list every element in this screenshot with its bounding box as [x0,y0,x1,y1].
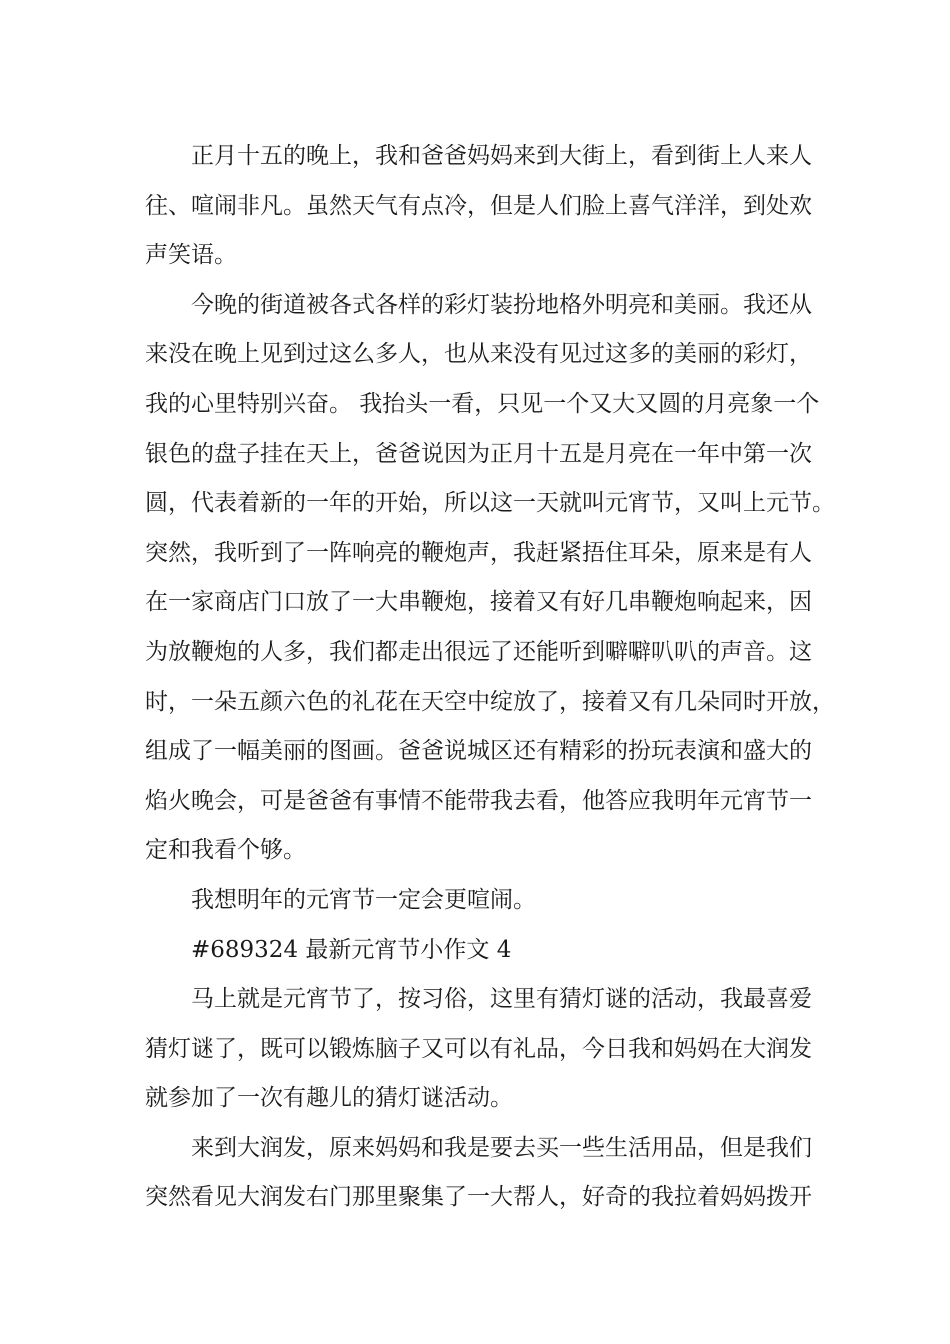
text-line: 来到大润发，原来妈妈和我是要去买一些生活用品，但是我们 [191,1134,812,1161]
text-line: 我想明年的元宵节一定会更喧闹。 [191,886,536,913]
text-line: 为放鞭炮的人多，我们都走出很远了还能听到噼噼叭叭的声音。这 [145,638,812,665]
document-body [145,132,835,1223]
text-line: 在一家商店门口放了一大串鞭炮，接着又有好几串鞭炮响起来，因 [145,589,812,616]
text-line: 马上就是元宵节了，按习俗，这里有猜灯谜的活动，我最喜爱 [191,986,812,1013]
text-line: 定和我看个够。 [145,837,306,864]
text-line: 声笑语。 [145,242,237,269]
text-line: 突然看见大润发右门那里聚集了一大帮人，好奇的我拉着妈妈拨开 [145,1184,812,1211]
text-line: 银色的盘子挂在天上，爸爸说因为正月十五是月亮在一年中第一次 [145,440,812,467]
text-line: 圆，代表着新的一年的开始，所以这一天就叫元宵节，又叫上元节。 [145,490,835,517]
section-heading: #689324 最新元宵节小作文 4 [191,936,512,963]
text-line: 正月十五的晚上，我和爸爸妈妈来到大街上，看到街上人来人 [191,143,812,169]
text-line: 往、喧闹非凡。虽然天气有点冷，但是人们脸上喜气洋洋，到处欢 [145,192,812,219]
text-line: 猜灯谜了，既可以锻炼脑子又可以有礼品，今日我和妈妈在大润发 [145,1035,812,1062]
text-line: 焰火晚会，可是爸爸有事情不能带我去看，他答应我明年元宵节一 [145,787,812,814]
text-line: 今晚的街道被各式各样的彩灯装扮地格外明亮和美丽。我还从 [191,291,812,318]
text-line: 时，一朵五颜六色的礼花在天空中绽放了，接着又有几朵同时开放， [145,688,835,715]
text-line: 就参加了一次有趣儿的猜灯谜活动。 [145,1085,513,1112]
text-line: 组成了一幅美丽的图画。爸爸说城区还有精彩的扮玩表演和盛大的 [145,738,812,765]
text-line: 突然，我听到了一阵响亮的鞭炮声，我赶紧捂住耳朵，原来是有人 [145,539,812,566]
text-line: 来没在晚上见到过这么多人，也从来没有见过这多的美丽的彩灯， [145,341,812,368]
text-line: 我的心里特别兴奋。 我抬头一看，只见一个又大又圆的月亮象一个 [145,390,820,417]
